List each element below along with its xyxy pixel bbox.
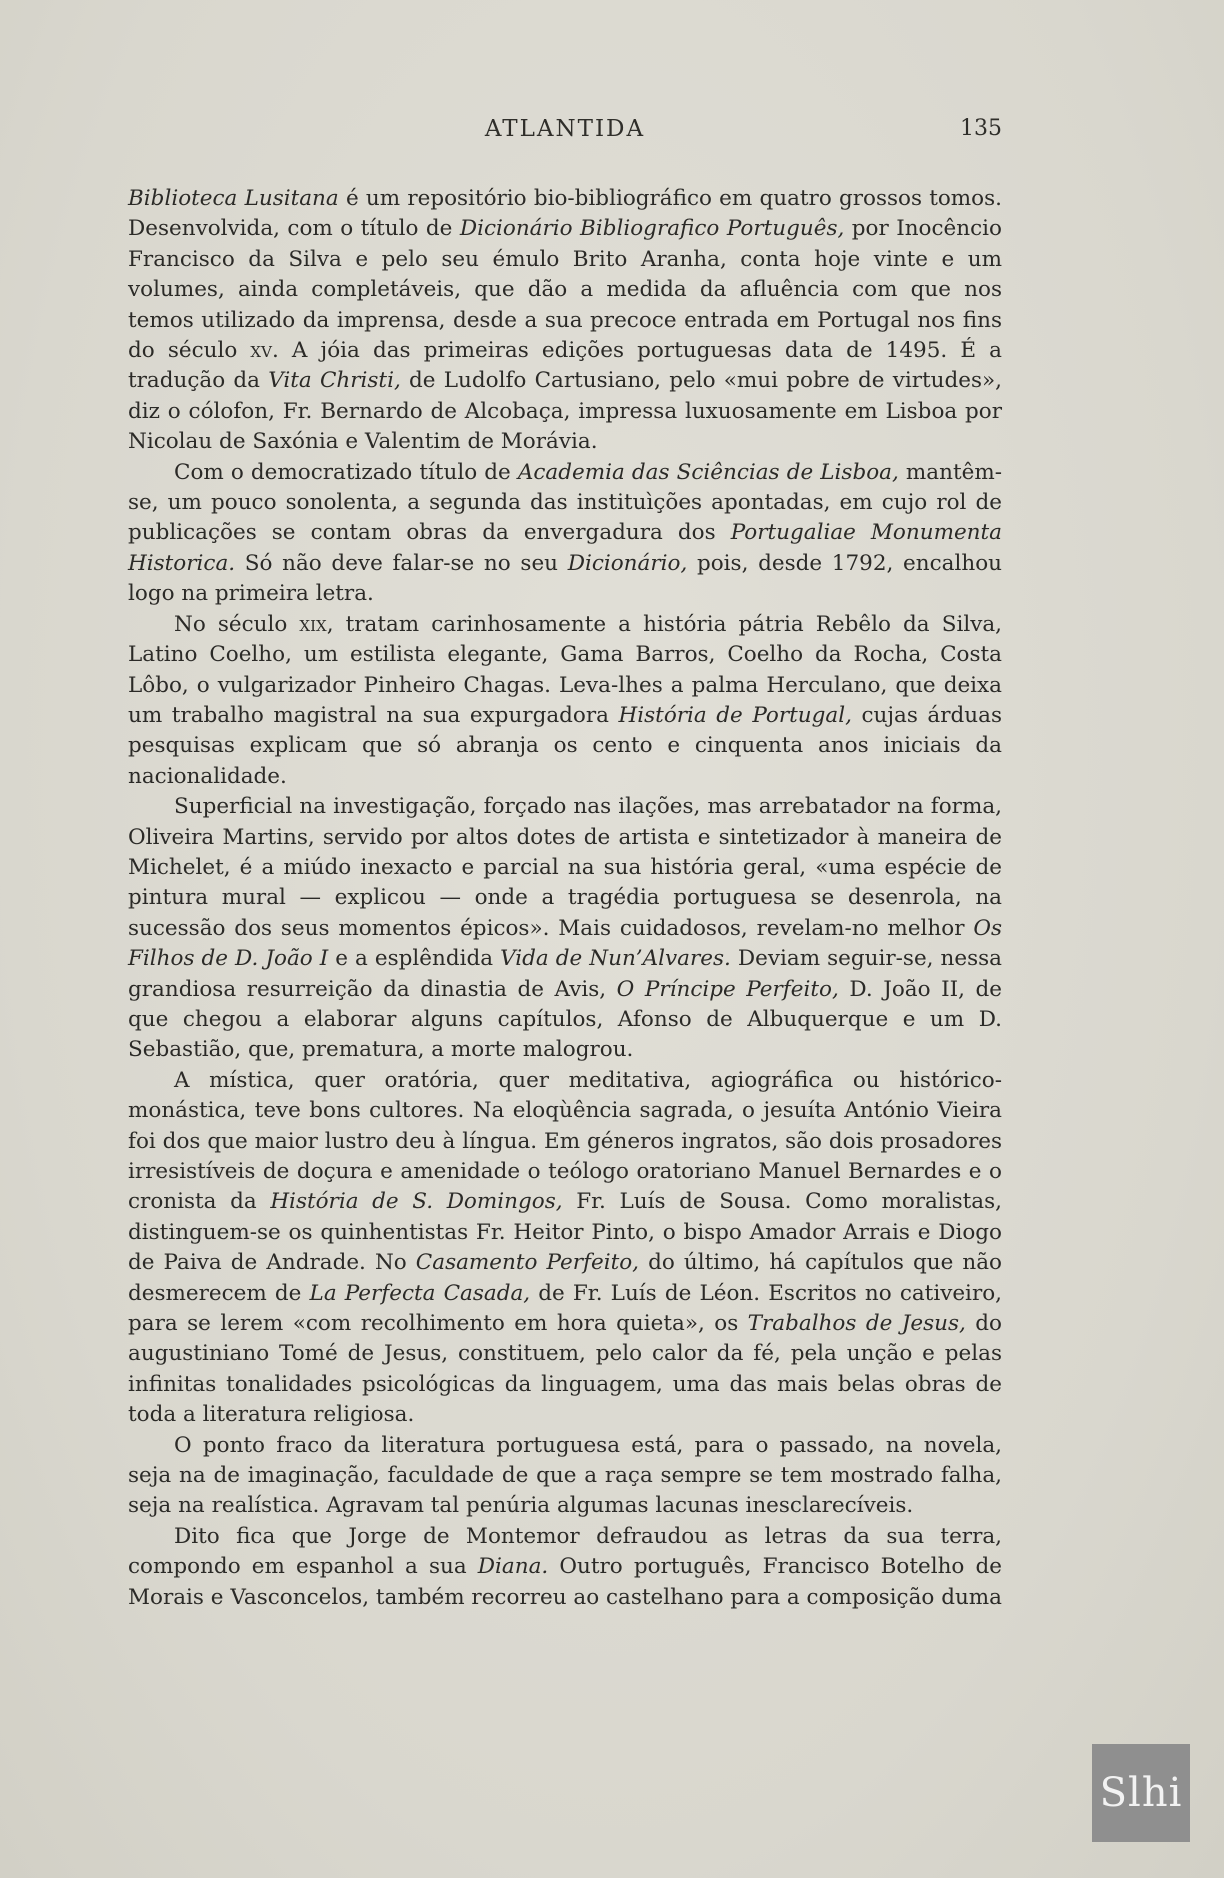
italic-title: Vita Christi, (268, 368, 401, 394)
italic-title: História de S. Domingos, (270, 1189, 563, 1215)
text-run: D. João II, de que chegou a elaborar alguns capítulos, Afonso de Albuquerque e um D. Sebastião, que, prematura, a morte malogrou. (128, 976, 1002, 1063)
text-run: Superficial na investigação, forçado nas ilações, mas arrebatador na forma, Oliveira Martins, servido por altos dotes de artista e sintetizador à maneira de Michelet, é a miúdo inexacto e parcial na sua história geral, «uma espécie de pintura mural — explicou — onde a tragédia portuguesa se desenrola, na sucessão dos seus momentos épicos». Mais cuidadosos, revelam-no melhor (128, 794, 1002, 941)
italic-title: Casamento Perfeito, (415, 1250, 640, 1276)
text-run: por Inocêncio Francisco da Silva e pelo seu émulo Brito Aranha, conta hoje vinte e um volumes, ainda completáveis, que dão a medida da afluência com que nos temos utilizado da imprensa, desde a sua precoce entrada em Portugal nos fins do século (128, 216, 1002, 364)
paragraph (128, 184, 1002, 458)
text-run: A mística, quer oratória, quer meditativa, agiográfica ou histórico-monástica, teve bons cultores. Na eloqùência sagrada, o jesuíta António Vieira foi dos que maior lustro deu à língua. Em géneros ingratos, são dois prosadores irresistíveis de doçura e amenidade o teólogo oratoriano Manuel Bernardes e o cronista da (128, 1067, 1002, 1215)
text-run: de Ludolfo Cartusiano, pelo «mui pobre de virtudes», diz o cólofon, Fr. Bernardo de Alcobaça, impressa luxuosamente em Lisboa por Nicolau de Saxónia e Valentim de Morávia. (128, 368, 1002, 455)
text-run: do último, há capítulos que não desmerecem de (128, 1250, 1002, 1306)
body-text (128, 184, 1002, 1613)
italic-title: Dicionário, (567, 550, 688, 576)
italic-title: Diana. (477, 1554, 549, 1580)
running-title: ATLANTIDA (484, 116, 646, 142)
text-run: do augustiniano Tomé de Jesus, constituem, pelo calor da fé, pela unção e pelas infinitas tonalidades psicológicas da linguagem, uma das mais belas obras de toda a literatura religiosa. (128, 1311, 1003, 1428)
italic-title: Portugaliae Monumenta Historica. (128, 520, 1002, 576)
text-run: pois, desde 1792, encalhou logo na primeira letra. (128, 550, 1002, 607)
italic-title: Dicionário Bibliografico Português, (459, 216, 845, 242)
italic-title: Trabalhos de Jesus, (747, 1311, 966, 1337)
text-run: é um repositório bio-bibliográfico em quatro grossos tomos. Desenvolvida, com o título de (128, 186, 1002, 242)
paragraph (128, 1066, 1002, 1431)
watermark-label: Slhi (1099, 1770, 1183, 1816)
century-numeral: xv (250, 338, 272, 364)
text-run: mantêm-se, um pouco sonolenta, a segunda das instituìções apontadas, em cujo rol de publicações se contam obras da envergadura dos (128, 459, 1002, 546)
paragraph (128, 458, 1002, 610)
text-run: No século (174, 611, 300, 637)
text-run: Dito fica que Jorge de Montemor defraudou as letras da sua terra, compondo em espanhol a sua (128, 1523, 1002, 1580)
text-run: Outro português, Francisco Botelho de Morais e Vasconcelos, também recorreu ao castelhano para a composição duma (128, 1554, 1003, 1610)
italic-title: Os Filhos de D. João I (128, 915, 1002, 972)
text-run: . A jóia das primeiras edições portuguesas data de 1495. É a tradução da (128, 338, 1002, 394)
italic-title: Vida de Nun’Alvares. (500, 946, 731, 972)
italic-title: Academia das Sciências de Lisboa, (517, 459, 899, 485)
text-run: Só não deve falar-se no seu (235, 550, 568, 576)
italic-title: La Perfecta Casada, (309, 1280, 531, 1306)
page-number: 135 (960, 116, 1002, 141)
paragraph (128, 1522, 1002, 1613)
text-run: O ponto fraco da literatura portuguesa está, para o passado, na novela, seja na de imaginação, faculdade de que a raça sempre se tem mostrado falha, seja na realística. Agravam tal penúria algumas lacunas inesclarecíveis. (128, 1432, 1002, 1519)
italic-title: História de Portugal, (618, 702, 852, 728)
paragraph (128, 792, 1002, 1066)
text-run: , tratam carinhosamente a história pátria Rebêlo da Silva, Latino Coelho, um estilista elegante, Gama Barros, Coelho da Rocha, Costa Lôbo, o vulgarizador Pinheiro Chagas. Leva-lhes a palma Herculano, que deixa um trabalho magistral na sua expurgadora (128, 611, 1002, 728)
text-run: cujas árduas pesquisas explicam que só abranja os cento e cinquenta anos iniciais da nacionalidade. (128, 702, 1002, 789)
text-run: Com o democratizado título de (174, 459, 518, 485)
page-header (128, 116, 1002, 150)
italic-title: Biblioteca Lusitana (128, 186, 339, 211)
italic-title: O Príncipe Perfeito, (616, 976, 839, 1002)
century-numeral: xix (299, 611, 327, 637)
text-run: Fr. Luís de Sousa. Como moralistas, distinguem-se os quinhentistas Fr. Heitor Pinto, o bispo Amador Arrais e Diogo de Paiva de Andrade. No (128, 1189, 1002, 1276)
text-run: de Fr. Luís de Léon. Escritos no cativeiro, para se lerem «com recolhimento em hora quieta», os (128, 1280, 1002, 1337)
text-run: Deviam seguir-se, nessa grandiosa resurreição da dinastia de Avis, (128, 946, 1002, 1002)
text-run: e a esplêndida (328, 946, 501, 972)
library-watermark-logo (1092, 1744, 1190, 1842)
paragraph (128, 1431, 1002, 1522)
paragraph (128, 610, 1002, 792)
